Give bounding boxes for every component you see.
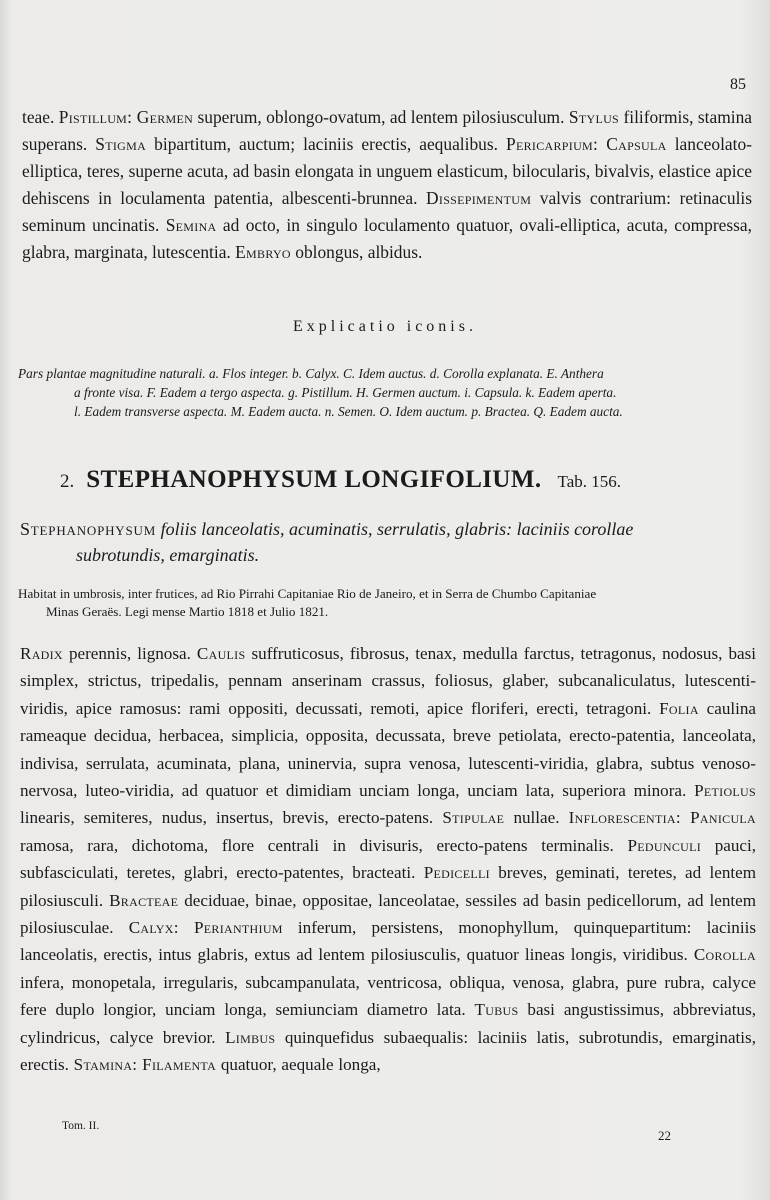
term-stigma: Stigma (95, 134, 147, 154)
plate-reference: Tab. 156. (557, 472, 622, 491)
term-radix: Radix (20, 644, 63, 663)
term-dissepimentum: Dissepimentum (426, 188, 532, 208)
term-pedunculi: Pedunculi (627, 835, 702, 855)
term-pericarpium: Pericarpium: (506, 134, 599, 154)
legend-line: l. Eadem transverse aspecta. M. Eadem aucta. n. Semen. O. Idem auctum. p. Bractea. Q. Eadem aucta. (74, 404, 623, 419)
text-run: perennis, lignosa. (68, 644, 191, 663)
habitat-note (18, 585, 756, 621)
text-run: nullae. (513, 808, 560, 828)
term-tubus: Tubus (474, 1000, 519, 1020)
diagnosis-text: foliis lanceolatis, acuminatis, serrulatis, glabris: laciniis corollae (160, 519, 634, 539)
term-calyx: Calyx: (128, 918, 179, 938)
species-name: STEPHANOPHYSUM LONGIFOLIUM. (86, 466, 542, 493)
text-run: bipartitum, auctum; laciniis erectis, aequalibus. (154, 134, 498, 154)
term-caulis: Caulis (196, 644, 246, 663)
legend-line: a fronte visa. F. Eadem a tergo aspecta. g. Pistillum. H. Germen auctum. i. Capsula. k. Eadem aperta. (74, 385, 617, 400)
term-petiolus: Petiolus (694, 781, 756, 801)
term-stamina: Stamina: (73, 1055, 138, 1075)
volume-footer: Tom. II. (62, 1120, 100, 1132)
term-bracteae: Bracteae (109, 890, 179, 910)
text-run: caulina rameaque decidua, herbacea, simplicia, opposita, decussata, breve petiolata, erecto-patentia, lanceolata, indivisa, serrulata, acuminata, plana, uninervia, supra venosa, lutescenti-viridia, glabra, subtus venoso-nervosa, luteo-viridia, ad quatuor et dimidiam unciam longa, unciam lata, superiora minora. (20, 698, 756, 801)
legend-line: Pars plantae magnitudine naturali. a. Flos integer. b. Calyx. C. Idem auctus. d. Corolla explanata. E. Anthera (18, 366, 604, 381)
text-run: linearis, semiteres, nudus, insertus, brevis, erecto-patens. (20, 808, 434, 828)
term-semina: Semina (165, 215, 217, 235)
term-filamenta: Filamenta (142, 1055, 217, 1075)
continued-description-paragraph (22, 104, 752, 266)
diagnosis-genus: Stephanophysum (20, 519, 157, 539)
diagnosis-text: subrotundis, emarginatis. (76, 545, 260, 565)
species-number: 2. (60, 471, 75, 492)
term-stipulae: Stipulae (442, 808, 505, 828)
species-heading (60, 466, 760, 494)
text-run: infera, monopetala, irregularis, subcampanulata, ventricosa, obliqua, venosa, glabra, pure rubra, calyce fere duplo longior, unciam longa, semiunciam diametro lata. (20, 972, 756, 1020)
text-run: breves, geminati, teretes, ad lentem pilosiusculi. (20, 863, 757, 910)
species-description (20, 640, 756, 1079)
term-corolla: Corolla (693, 945, 756, 965)
text-run: deciduae, binae, oppositae, lanceolatae, sessiles ad basin pedicellorum, ad lentem pilosiusculae. (20, 890, 756, 938)
text-run: lanceolato-elliptica, teres, superne acuta, ad basin elongata in unguem elasticum, bilocularis, bivalvis, elastice apice dehiscens in loculamenta patentia, albescenti-brunnea. (22, 134, 752, 208)
species-diagnosis (20, 516, 754, 568)
text-run: quatuor, aequale longa, (220, 1055, 381, 1075)
term-folia: Folia (659, 698, 699, 718)
text-run: oblongus, albidus. (295, 242, 423, 262)
text-run: teae. (22, 107, 55, 127)
text-run: suffruticosus, fibrosus, tenax, medulla farctus, tetragonus, nodosus, basi simplex, strictus, tripedalis, pennam anserinam crassus, foliosus, glaber, subcanaliculatus, lutescenti-viridis, apice ramosus: rami oppositi, decussati, remoti, apice floriferi, erecti, tetragoni. (20, 644, 756, 718)
text-run: basi angustissimus, abbreviatus, cylindricus, calyce brevior. (20, 1000, 756, 1047)
habitat-line: Habitat in umbrosis, inter frutices, ad Rio Pirrahi Capitaniae Rio de Janeiro, et in Serra de Chumbo Capitaniae (18, 586, 597, 601)
text-run: superum, oblongo-ovatum, ad lentem pilosiusculum. (197, 107, 565, 127)
text-run: quinquefidus subaequalis: laciniis latis, subrotundis, emarginatis, erectis. (20, 1027, 756, 1075)
explicatio-heading: Explicatio iconis. (293, 318, 477, 335)
term-embryo: Embryo (235, 242, 291, 262)
text-run: valvis contrarium: retinaculis seminum uncinatis. (22, 188, 753, 235)
term-perianthium: Perianthium (193, 918, 283, 938)
text-run: filiformis, stamina superans. (22, 107, 753, 154)
term-panicula: Panicula (690, 808, 757, 828)
term-limbus: Limbus (225, 1027, 276, 1047)
text-run: ramosa, rara, dichotoma, flore centrali in divisuris, erecto-patens terminalis. (20, 835, 614, 855)
text-run: inferum, persistens, monophyllum, quinquepartitum: laciniis lanceolatis, erectis, intus glabris, extus ad lentem pilosiusculis, quatuor lineas longis, viridibus. (20, 918, 756, 965)
term-inflorescentia: Inflorescentia: (568, 808, 681, 828)
text-run: pauci, subfasciculati, teretes, glabri, erecto-patentes, bracteati. (20, 835, 756, 883)
signature-mark: 22 (658, 1128, 671, 1143)
term-pistillum: Pistillum: (58, 107, 133, 127)
term-stylus: Stylus (568, 107, 620, 127)
term-capsula: Capsula (606, 134, 667, 154)
term-germen: Germen (136, 107, 194, 127)
page-number: 85 (730, 76, 746, 93)
term-pedicelli: Pedicelli (423, 863, 490, 883)
habitat-line: Minas Geraës. Legi mense Martio 1818 et Julio 1821. (46, 604, 329, 619)
text-run: ad octo, in singulo loculamento quatuor, ovali-elliptica, acuta, compressa, glabra, marginata, lutescentia. (22, 215, 752, 262)
figure-legend (18, 364, 758, 421)
